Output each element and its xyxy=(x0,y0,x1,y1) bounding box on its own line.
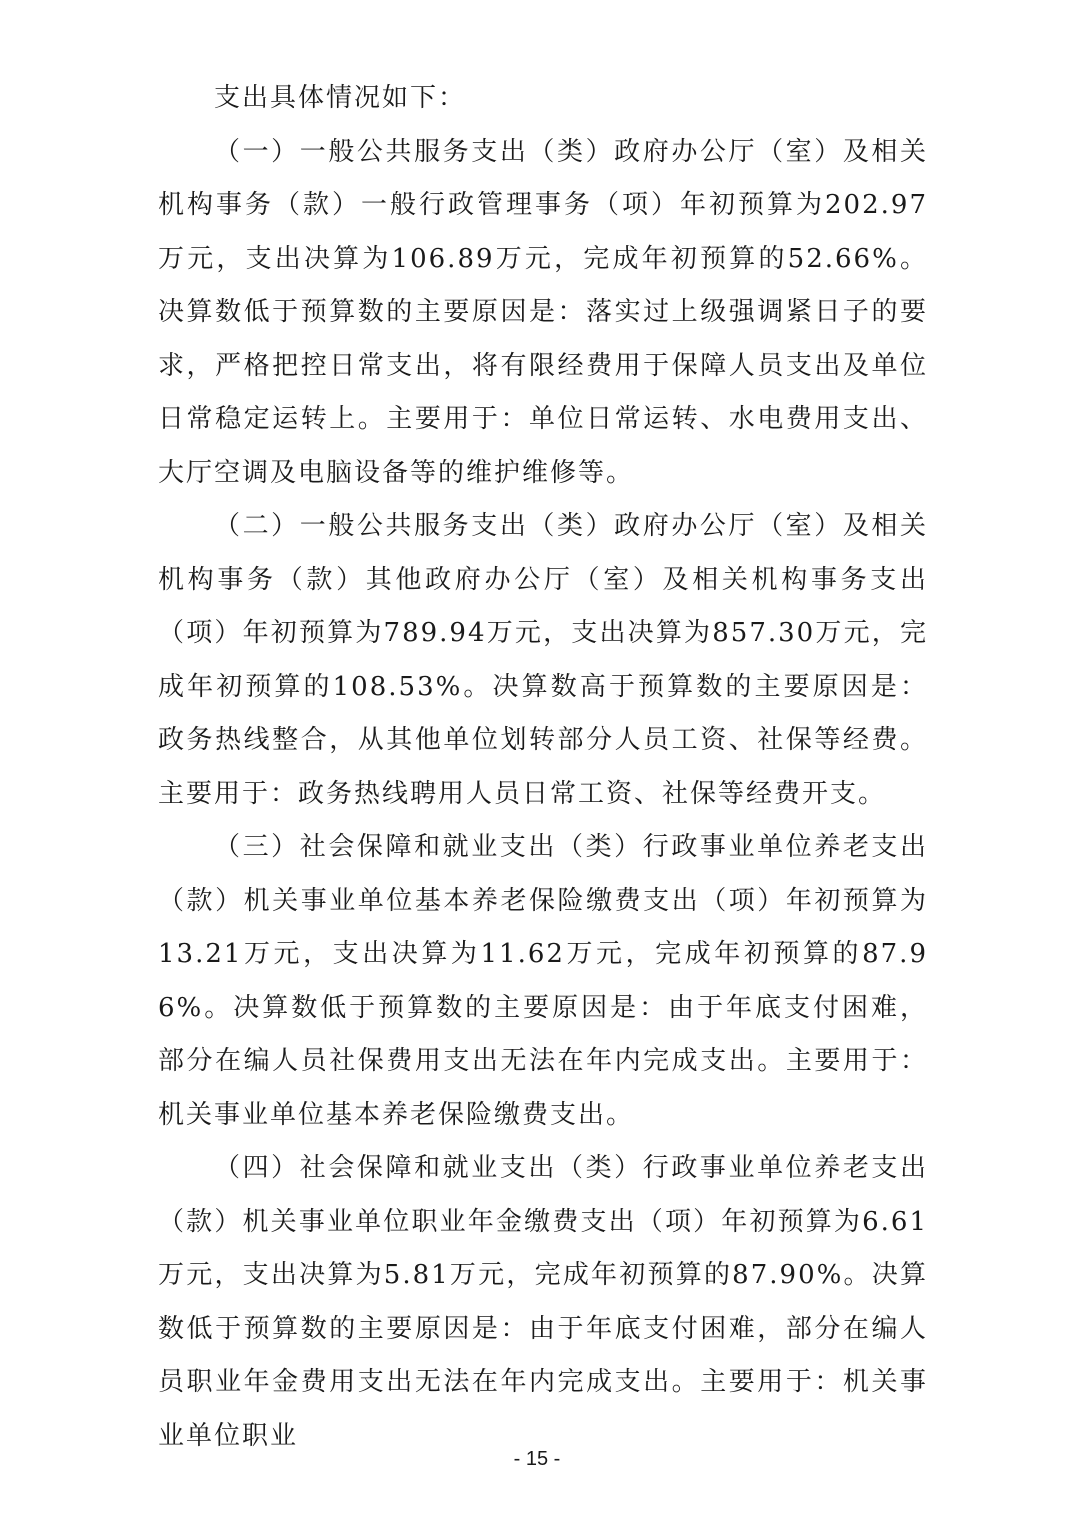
page-number: - 15 - xyxy=(513,1448,561,1470)
paragraph-1: （一）一般公共服务支出（类）政府办公厅（室）及相关机构事务（款）一般行政管理事务（项）年初预算为202.97万元，支出决算为106.89万元，完成年初预算的52.66%。决算数低于预算数的主要原因是：落实过上级强调紧日子的要求，严格把控日常支出，将有限经费用于保障人员支出及单位日常稳定运转上。主要用于：单位日常运转、水电费用支出、大厅空调及电脑设备等的维护维修等。 xyxy=(158,136,928,488)
paragraph-2: （二）一般公共服务支出（类）政府办公厅（室）及相关机构事务（款）其他政府办公厅（室）及相关机构事务支出（项）年初预算为789.94万元，支出决算为857.30万元，完成年初预算的108.53%。决算数高于预算数的主要原因是：政务热线整合，从其他单位划转部分人员工资、社保等经费。主要用于：政务热线聘用人员日常工资、社保等经费开支。 xyxy=(158,511,928,809)
paragraph-3: （三）社会保障和就业支出（类）行政事业单位养老支出（款）机关事业单位基本养老保险缴费支出（项）年初预算为13.21万元，支出决算为11.62万元，完成年初预算的87.96%。决算数低于预算数的主要原因是：由于年底支付困难，部分在编人员社保费用支出无法在年内完成支出。主要用于：机关事业单位基本养老保险缴费支出。 xyxy=(158,832,928,1130)
document-body xyxy=(158,72,928,1463)
paragraph-4: （四）社会保障和就业支出（类）行政事业单位养老支出（款）机关事业单位职业年金缴费支出（项）年初预算为6.61万元，支出决算为5.81万元，完成年初预算的87.90%。决算数低于预算数的主要原因是：由于年底支付困难，部分在编人员职业年金费用支出无法在年内完成支出。主要用于：机关事业单位职业 xyxy=(158,1153,928,1451)
intro-paragraph: 支出具体情况如下： xyxy=(214,83,467,113)
